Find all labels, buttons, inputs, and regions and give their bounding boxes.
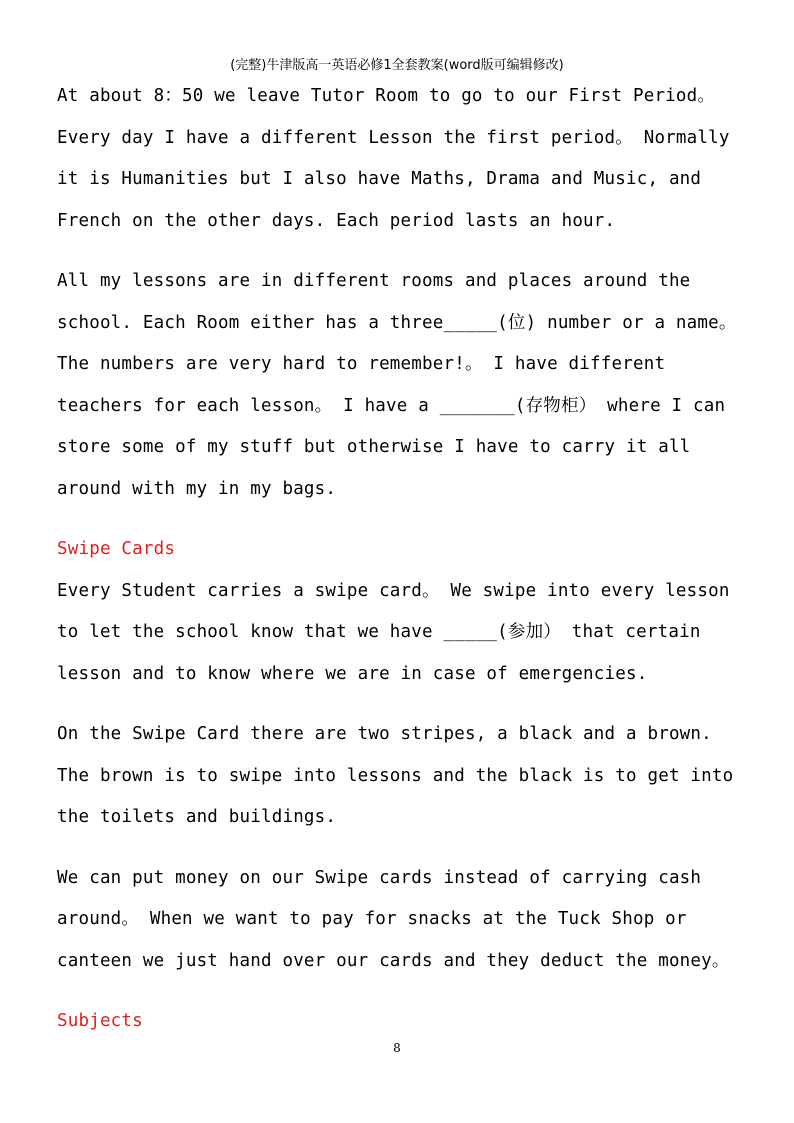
section-heading-subjects: Subjects: [57, 1011, 143, 1031]
document-header: (完整)牛津版高一英语必修1全套教案(word版可编辑修改): [230, 58, 564, 73]
paragraph-line: around with my in my bags.: [57, 479, 337, 499]
paragraph-line: Every Student carries a swipe card。 We swipe into every lesson: [57, 581, 730, 601]
paragraph-line: around。 When we want to pay for snacks at the Tuck Shop or: [57, 909, 687, 929]
section-heading-swipe-cards: Swipe Cards: [57, 539, 176, 559]
paragraph-line: All my lessons are in different rooms and places around the: [57, 271, 691, 291]
paragraph-line: it is Humanities but I also have Maths, Drama and Music, and: [57, 169, 702, 189]
paragraph-line: the toilets and buildings.: [57, 807, 337, 827]
paragraph-line: At about 8：50 we leave Tutor Room to go to our First Period。: [57, 86, 716, 106]
paragraph-line: French on the other days. Each period lasts an hour.: [57, 211, 616, 231]
paragraph-line: The brown is to swipe into lessons and the black is to get into: [57, 766, 734, 786]
paragraph-line: The numbers are very hard to remember!。 I have different: [57, 354, 666, 374]
paragraph-line: We can put money on our Swipe cards instead of carrying cash: [57, 868, 702, 888]
paragraph-line: On the Swipe Card there are two stripes, a black and a brown.: [57, 724, 712, 744]
paragraph-line: to let the school know that we have _____(参加） that certain: [57, 622, 701, 642]
paragraph-line: store some of my stuff but otherwise I have to carry it all: [57, 437, 691, 457]
paragraph-line: canteen we just hand over our cards and they deduct the money。: [57, 951, 730, 971]
page-number: 8: [393, 1041, 401, 1055]
paragraph-line: Every day I have a different Lesson the first period。 Normally: [57, 128, 730, 148]
paragraph-line: school. Each Room either has a three_____(位) number or a name。: [57, 313, 737, 333]
paragraph-line: teachers for each lesson。 I have a _______(存物柜） where I can: [57, 396, 726, 416]
paragraph-line: lesson and to know where we are in case of emergencies.: [57, 664, 648, 684]
